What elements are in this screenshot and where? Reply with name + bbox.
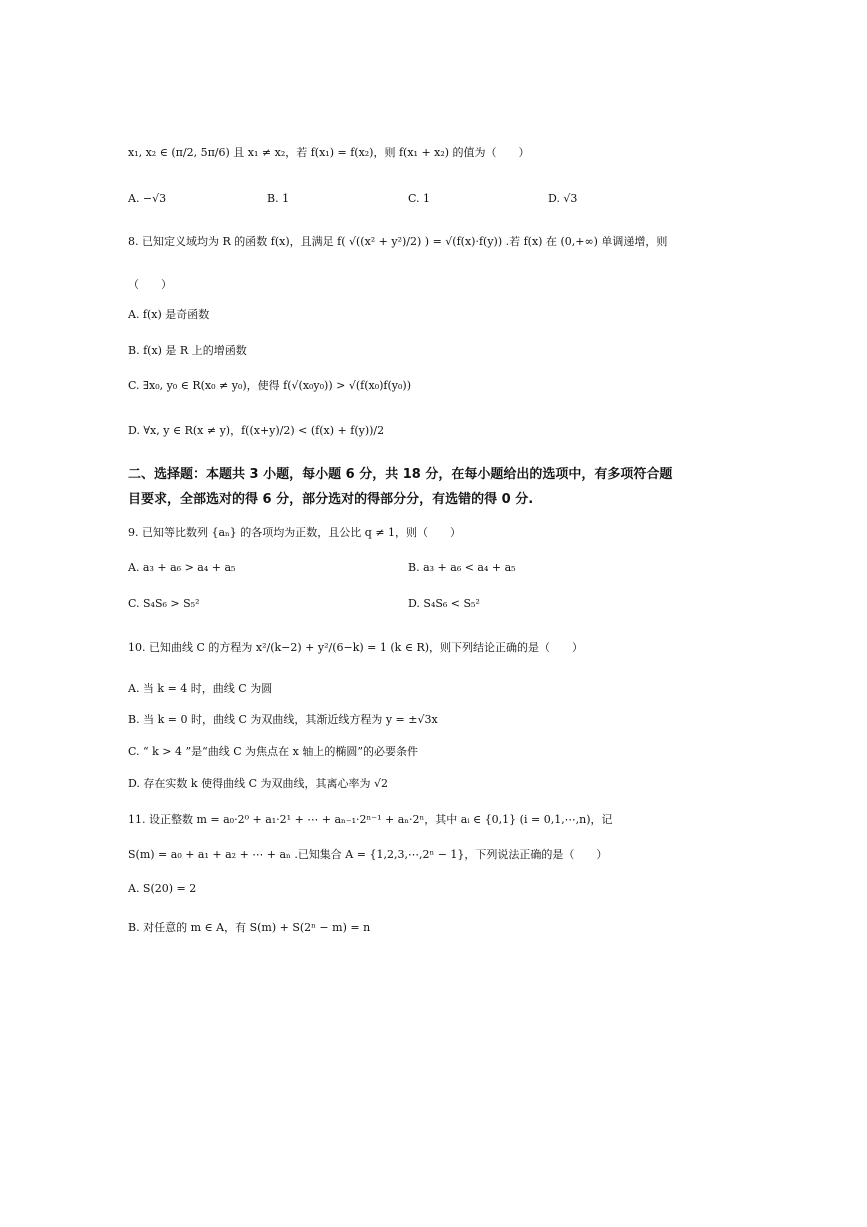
q7-continuation: x₁, x₂ ∈ (π/2, 5π/6) 且 x₁ ≠ x₂，若 f(x₁) = f(x₂)，则 f(x₁ + x₂) 的值为（ ）	[128, 146, 530, 159]
q11-stem-line1: 11. 设正整数 m = a₀·2⁰ + a₁·2¹ + ⋯ + aₙ₋₁·2ⁿ⁻¹ + aₙ·2ⁿ，其中 aᵢ ∈ {0,1} (i = 0,1,⋯,n)，记	[128, 813, 613, 826]
q9-stem: 9. 已知等比数列 {aₙ} 的各项均为正数，且公比 q ≠ 1，则（ ）	[128, 526, 462, 539]
q8-option-c: C. ∃x₀, y₀ ∈ R(x₀ ≠ y₀)，使得 f(√(x₀y₀)) > √(f(x₀)f(y₀))	[128, 379, 411, 392]
q11-option-b: B. 对任意的 m ∈ A，有 S(m) + S(2ⁿ − m) = n	[128, 921, 371, 934]
q8-option-a: A. f(x) 是奇函数	[128, 308, 210, 321]
q7-option-c: C. 1	[408, 192, 431, 205]
q8-option-d: D. ∀x, y ∈ R(x ≠ y)，f((x+y)/2) < (f(x) + f(y))/2	[128, 424, 385, 437]
q7-option-b: B. 1	[267, 192, 290, 205]
q8-stem: 8. 已知定义域均为 R 的函数 f(x)，且满足 f( √((x² + y²)/2) ) = √(f(x)·f(y)) .若 f(x) 在 (0,+∞) 单调递增，则	[128, 235, 668, 248]
q10-option-a: A. 当 k = 4 时，曲线 C 为圆	[128, 682, 273, 695]
q7-option-a: A. −√3	[128, 192, 167, 205]
q9-option-c: C. S₄S₆ > S₅²	[128, 597, 200, 610]
q8-answer-paren: （ ）	[128, 278, 172, 291]
q9-option-b: B. a₃ + a₆ < a₄ + a₅	[408, 561, 516, 574]
q11-option-a: A. S(20) = 2	[128, 882, 197, 895]
q9-option-a: A. a₃ + a₆ > a₄ + a₅	[128, 561, 236, 574]
q10-option-d: D. 存在实数 k 使得曲线 C 为双曲线，其离心率为 √2	[128, 777, 388, 790]
q11-stem-line2: S(m) = a₀ + a₁ + a₂ + ⋯ + aₙ .已知集合 A = {1,2,3,⋯,2ⁿ − 1}，下列说法正确的是（ ）	[128, 848, 608, 861]
q8-option-b: B. f(x) 是 R 上的增函数	[128, 344, 247, 357]
q10-stem: 10. 已知曲线 C 的方程为 x²/(k−2) + y²/(6−k) = 1 (k ∈ R)，则下列结论正确的是（ ）	[128, 641, 584, 654]
q10-option-c: C. “ k > 4 ”是“曲线 C 为焦点在 x 轴上的椭圆”的必要条件	[128, 745, 418, 758]
section2-heading-line1: 二、选择题：本题共 3 小题，每小题 6 分，共 18 分，在每小题给出的选项中，有多项符合题	[128, 467, 673, 482]
q7-option-d: D. √3	[548, 192, 578, 205]
section2-heading-line2: 目要求，全部选对的得 6 分，部分选对的得部分分，有选错的得 0 分.	[128, 492, 534, 507]
q10-option-b: B. 当 k = 0 时，曲线 C 为双曲线，其渐近线方程为 y = ±√3x	[128, 713, 438, 726]
q9-option-d: D. S₄S₆ < S₅²	[408, 597, 480, 610]
